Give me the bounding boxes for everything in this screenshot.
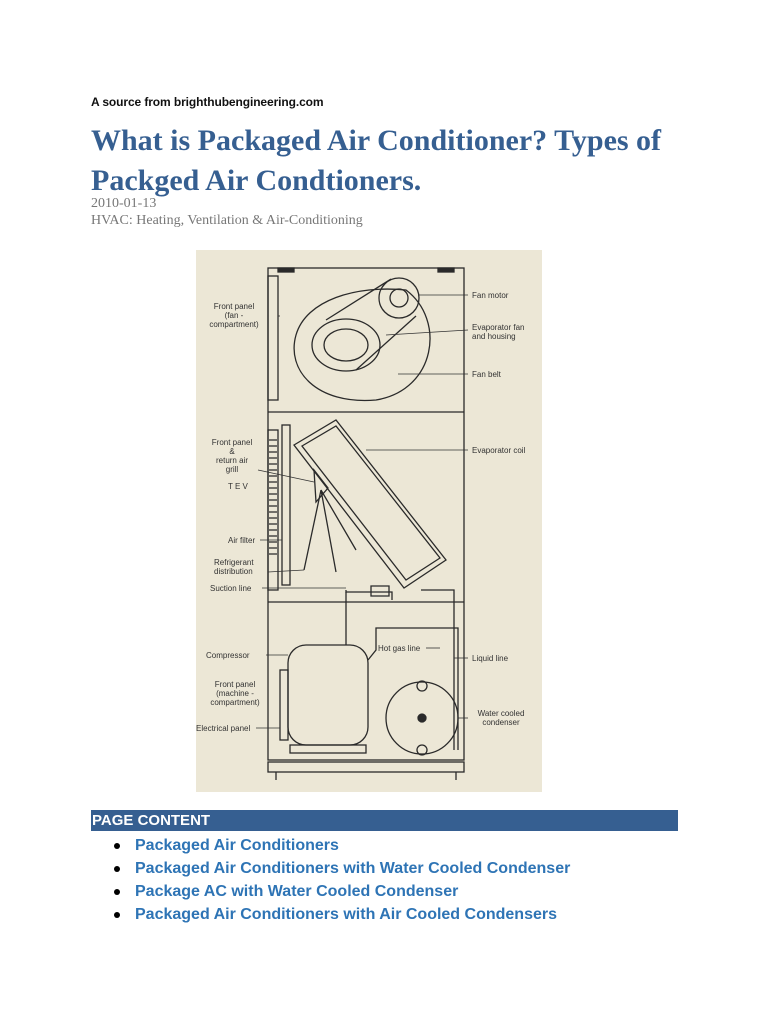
list-item <box>114 857 570 880</box>
label-evaporator-fan: Evaporator fan and housing <box>472 323 525 341</box>
bullet-icon <box>114 866 120 872</box>
article-category: HVAC: Heating, Ventilation & Air-Conditioning <box>91 213 363 228</box>
top-rail-right <box>438 268 454 272</box>
article-meta <box>91 195 363 229</box>
label-electrical-panel: Electrical panel <box>196 724 251 733</box>
toc-link-packaged-ac[interactable]: Packaged Air Conditioners <box>135 837 339 854</box>
article-date: 2010-01-13 <box>91 196 157 211</box>
label-hot-gas-line: Hot gas line <box>378 644 421 653</box>
bullet-icon <box>114 912 120 918</box>
label-evaporator-coil: Evaporator coil <box>472 446 526 455</box>
condenser-port-center <box>418 714 426 722</box>
bullet-icon <box>114 889 120 895</box>
page-content-list <box>114 834 570 926</box>
label-water-cooled-condenser: Water cooled condenser <box>477 709 525 727</box>
page-title: What is Packaged Air Conditioner? Types of Packged Air Condtioners. <box>91 124 662 197</box>
bullet-icon <box>114 843 120 849</box>
label-air-filter: Air filter <box>228 536 256 545</box>
list-item <box>114 880 570 903</box>
label-suction-line: Suction line <box>210 584 252 593</box>
label-front-panel-grill: Front panel & return air grill <box>211 438 253 474</box>
page-content-heading: PAGE CONTENT <box>91 810 678 831</box>
label-fan-motor: Fan motor <box>472 291 509 300</box>
packaged-ac-diagram <box>196 250 542 792</box>
top-rail-left <box>278 268 294 272</box>
toc-link-packaged-ac-water-cooled[interactable]: Packaged Air Conditioners with Water Cooled Condenser <box>135 860 571 877</box>
label-tev: T E V <box>228 482 248 491</box>
toc-link-package-ac-water-cooled[interactable]: Package AC with Water Cooled Condenser <box>135 883 459 900</box>
label-front-panel-fan: Front panel (fan - compartment) <box>209 302 259 329</box>
label-compressor: Compressor <box>206 651 250 660</box>
source-line: A source from brighthubengineering.com <box>91 95 324 109</box>
list-item <box>114 903 570 926</box>
toc-link-packaged-ac-air-cooled[interactable]: Packaged Air Conditioners with Air Cooled Condensers <box>135 906 557 923</box>
list-item <box>114 834 570 857</box>
label-front-panel-machine: Front panel (machine - compartment) <box>210 680 260 707</box>
label-refrigerant-distribution: Refrigerant distribution <box>214 558 254 576</box>
label-fan-belt: Fan belt <box>472 370 501 379</box>
label-liquid-line: Liquid line <box>472 654 509 663</box>
